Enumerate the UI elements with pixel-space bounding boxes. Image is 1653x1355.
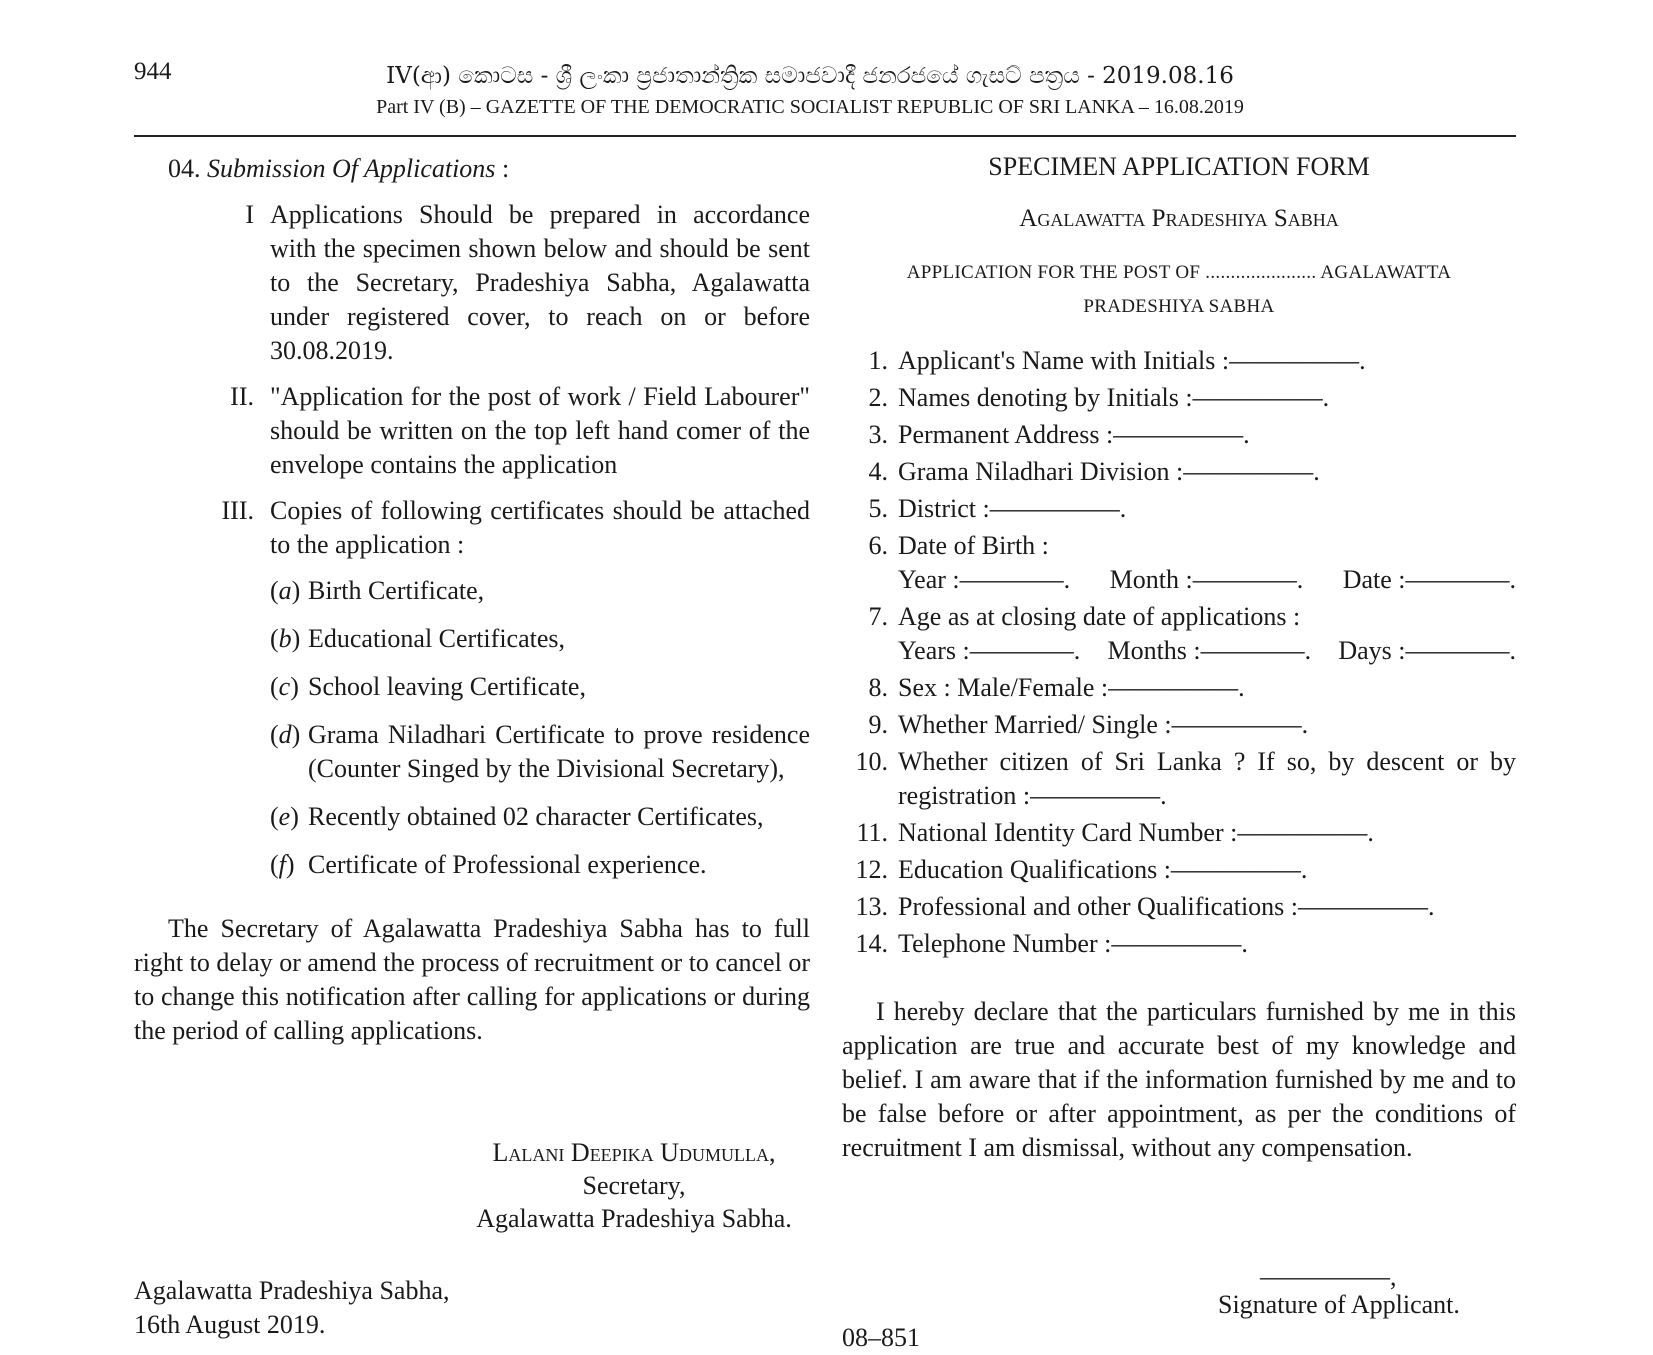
certificate-item: (c) School leaving Certificate,: [270, 672, 586, 701]
form-field-age: [842, 600, 1516, 668]
field-label: Whether Married/ Single :—————.: [898, 710, 1309, 739]
form-fields: [842, 344, 1516, 961]
certificate-item: (a) Birth Certificate,: [270, 576, 485, 605]
field-label: Telephone Number :—————.: [898, 929, 1248, 958]
item-number: III.: [221, 496, 254, 525]
field-number: 4.: [868, 457, 888, 486]
form-field: [842, 344, 1516, 378]
certificate-letter: f: [278, 850, 286, 879]
instruction-item: [134, 380, 810, 482]
field-label: National Identity Card Number :—————.: [898, 818, 1374, 847]
form-field-date-of-birth: [842, 529, 1516, 597]
item-text: Copies of following certificates should be attached to the application :: [270, 496, 810, 559]
certificate-text: Grama Niladhari Certificate to prove residence (Counter Singed by the Divisional Secretary),: [308, 720, 810, 783]
field-label: Professional and other Qualifications :—————.: [898, 892, 1435, 921]
field-label: Sex : Male/Female :—————.: [898, 673, 1245, 702]
certificate-text: Educational Certificates,: [308, 624, 566, 653]
post-line-1: APPLICATION FOR THE POST OF ...................... AGALAWATTA: [906, 262, 1452, 283]
field-label: Whether citizen of Sri Lanka ? If so, by descent or by registration :—————.: [898, 747, 1516, 810]
form-field: [842, 890, 1516, 924]
dob-parts: [898, 563, 1516, 597]
form-field: [842, 381, 1516, 415]
certificate-list: [134, 574, 810, 882]
signatory-org: Agalawatta Pradeshiya Sabha.: [476, 1204, 792, 1233]
specimen-form: [842, 150, 1516, 1165]
age-days: Days :————.: [1338, 636, 1516, 665]
certificate-item: (f) Certificate of Professional experience.: [270, 850, 707, 879]
age-months: Months :————.: [1107, 636, 1312, 665]
section-number: 04.: [168, 154, 201, 183]
form-title: SPECIMEN APPLICATION FORM: [988, 152, 1370, 181]
form-field: [842, 853, 1516, 887]
item-text: Applications Should be prepared in accordance with the specimen shown below and should be sent to the Secretary, Pradeshiya Sabha, Agalawatta under registered cover, to reach on or before 30.08.2019.: [270, 200, 810, 365]
form-field: [842, 492, 1516, 526]
field-label: Permanent Address :—————.: [898, 420, 1250, 449]
field-label: Applicant's Name with Initials :—————.: [898, 346, 1366, 375]
field-number: 3.: [868, 420, 888, 449]
form-field: [842, 708, 1516, 742]
certificate-text: Birth Certificate,: [308, 576, 485, 605]
field-number: 12.: [855, 855, 888, 884]
field-number: 5.: [868, 494, 888, 523]
post-line: [842, 256, 1516, 324]
field-label: Grama Niladhari Division :—————.: [898, 457, 1320, 486]
field-number: 2.: [868, 383, 888, 412]
item-text: "Application for the post of work / Field Labourer" should be written on the top left hand comer of the envelope contains the application: [270, 382, 810, 479]
secretary-notice: The Secretary of Agalawatta Pradeshiya Sabha has to full right to delay or amend the process of recruitment or to cancel or to change this notification after calling for applications or during the period of calling applications.: [134, 914, 810, 1045]
field-number: 10.: [855, 747, 888, 776]
field-number: 13.: [855, 892, 888, 921]
certificate-text: Recently obtained 02 character Certificates,: [308, 802, 764, 831]
certificate-letter: b: [278, 624, 292, 653]
field-label: Age as at closing date of applications :: [898, 602, 1301, 631]
field-number: 14.: [855, 929, 888, 958]
item-number: II.: [230, 382, 254, 411]
field-label: District :—————.: [898, 494, 1127, 523]
header-rule: [134, 135, 1516, 137]
left-column: [134, 152, 810, 1233]
form-field: [842, 816, 1516, 850]
section-title: Submission Of Applications: [207, 154, 496, 183]
field-label: Names denoting by Initials :—————.: [898, 383, 1330, 412]
field-label: Date of Birth :: [898, 531, 1049, 560]
field-number: 11.: [856, 818, 888, 847]
form-field: [842, 745, 1516, 813]
section-heading: [134, 152, 810, 186]
signatory-name: Lalani Deepika Udumulla,: [492, 1138, 776, 1167]
certificate-text: School leaving Certificate,: [308, 672, 586, 701]
footer-place-date: [134, 1274, 450, 1342]
signatory-title: Secretary,: [582, 1171, 686, 1200]
form-organization: Agalawatta Pradeshiya Sabha: [1019, 205, 1339, 232]
page-number: 944: [134, 58, 172, 85]
certificate-item: (e) Recently obtained 02 character Certificates,: [270, 802, 764, 831]
footer-date: 16th August 2019.: [134, 1310, 326, 1339]
instruction-item: [134, 198, 810, 368]
section-colon: :: [495, 154, 510, 183]
gazette-header-english: Part IV (B) – GAZETTE OF THE DEMOCRATIC SOCIALIST REPUBLIC OF SRI LANKA – 16.08.2019: [376, 96, 1244, 118]
dob-month: Month :————.: [1109, 565, 1304, 594]
certificate-letter: c: [278, 672, 291, 701]
form-field: [842, 455, 1516, 489]
footer-place: Agalawatta Pradeshiya Sabha,: [134, 1276, 450, 1305]
certificate-letter: e: [278, 802, 291, 831]
signature-label: Signature of Applicant.: [1218, 1290, 1460, 1319]
form-field: [842, 671, 1516, 705]
signature-line: —————,: [1260, 1262, 1397, 1291]
field-number: 8.: [868, 673, 888, 702]
field-label: Education Qualifications :—————.: [898, 855, 1308, 884]
certificate-item: (d) Grama Niladhari Certificate to prove residence (Counter Singed by the Divisional Secretary),: [270, 720, 810, 783]
field-number: 6.: [868, 531, 888, 560]
field-number: 7.: [868, 602, 888, 631]
signatory-block: [434, 1136, 834, 1235]
field-number: 9.: [868, 710, 888, 739]
certificate-item: (b) Educational Certificates,: [270, 624, 566, 653]
age-years: Years :————.: [898, 636, 1081, 665]
certificate-letter: d: [278, 720, 292, 749]
post-line-2: PRADESHIYA SABHA: [1083, 296, 1275, 317]
certificate-text: Certificate of Professional experience.: [308, 850, 707, 879]
dob-year: Year :————.: [898, 565, 1071, 594]
certificate-letter: a: [278, 576, 292, 605]
dob-date: Date :————.: [1342, 565, 1516, 594]
instruction-item: [134, 494, 810, 562]
footer-code: 08–851: [842, 1323, 920, 1352]
age-parts: [898, 634, 1516, 668]
form-field: [842, 418, 1516, 452]
declaration: I hereby declare that the particulars furnished by me in this application are true and accurate best of my knowledge and belief. I am aware that if the information furnished by me and to be false before or after appointment, as per the conditions of recruitment I am dismissal, without any compensation.: [842, 997, 1516, 1162]
field-number: 1.: [868, 346, 888, 375]
gazette-header-sinhala: IV(ආ) කොටස - ශ්‍රී ලංකා ප්‍රජාතාන්ත්‍රික සමාජවාදී ජනරජයේ ගැසට් පත්‍රය - 2019.08.16: [386, 63, 1234, 89]
form-field: [842, 927, 1516, 961]
item-number: I: [245, 200, 254, 229]
